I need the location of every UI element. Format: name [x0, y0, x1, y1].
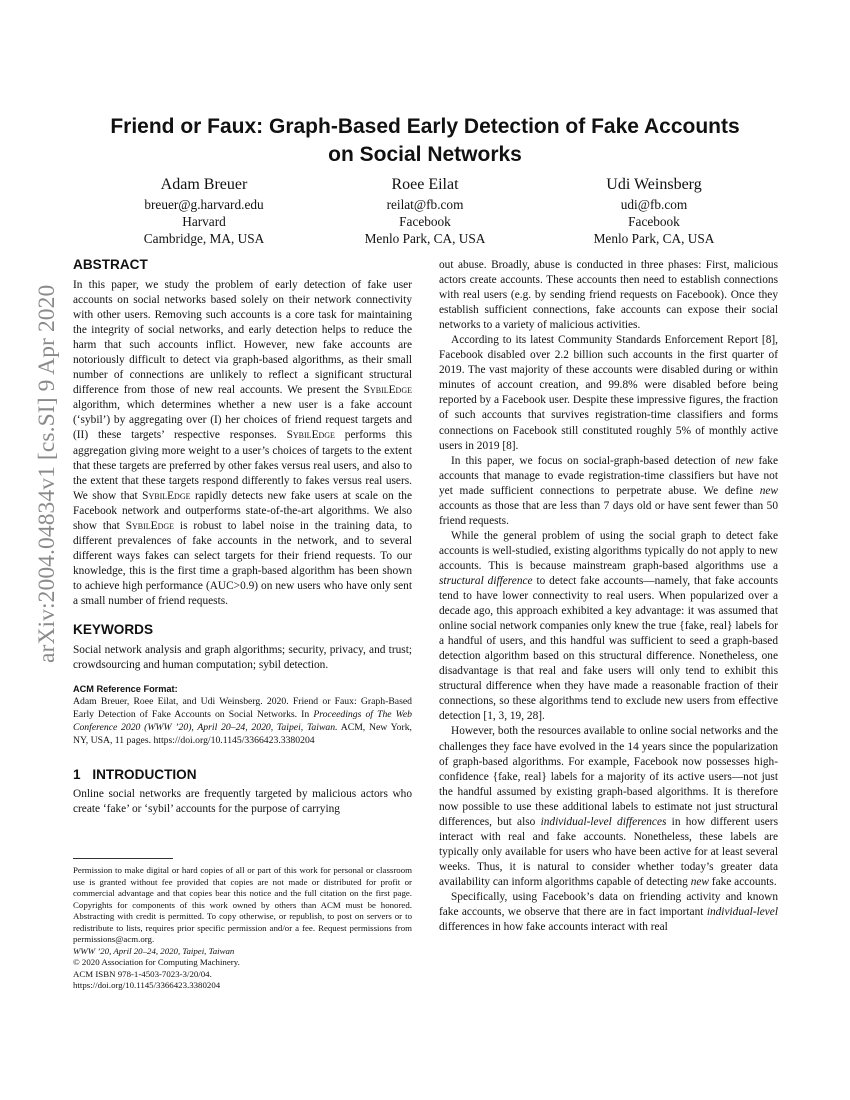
abstract-text: In this paper, we study the problem of early detection of fake user accounts on social networks based solely on their network connectivity with other users. Removing such accounts is a core task for maintaining the integrity of social networks, and early detection helps to reduce the harm that such accounts inflict. However, new fake accounts are notoriously difficult to detect via graph-based algorithms, as their small number of connections are unlikely to reflect a significant structural difference from those of new real accounts. We present the SybilEdge algorithm, which determines whether a new user is a fake account (‘sybil’) by aggregating over (I) her choices of friend request targets and (II) these targets’ respective responses. SybilEdge performs this aggregation giving more weight to a user’s choices of targets to the extent that these targets are preferred by other fakes versus real users, and also to the extent that these targets respond differently to fakes versus real users. We show that SybilEdge rapidly detects new fake users at scale on the Facebook network and outperforms state-of-the-art algorithms. We also show that SybilEdge is robust to label noise in the training data, to different prevalences of fake accounts in the network, and to several different ways fakes can select targets for their friend requests. To our knowledge, this is the first time a graph-based algorithm has been shown to achieve high performance (AUC>0.9) on new users who have only sent a small number of friend requests.: [73, 279, 412, 607]
author-email: udi@fb.com: [620, 197, 688, 212]
copyright-footnote: [73, 858, 412, 992]
algorithm-name: SybilEdge: [363, 384, 412, 397]
author-location: Menlo Park, CA, USA: [593, 231, 715, 246]
isbn-line: ACM ISBN 978-1-4503-7023-3/20/04.: [73, 968, 212, 979]
arxiv-stamp: arXiv:2004.04834v1 [cs.SI] 9 Apr 2020: [34, 284, 60, 663]
title-line-1: Friend or Faux: Graph-Based Early Detection of Fake Accounts: [110, 115, 740, 138]
author-name: Roee Eilat: [391, 176, 459, 193]
author-affiliation: Facebook: [628, 214, 680, 229]
acm-reference-text: Adam Breuer, Roee Eilat, and Udi Weinsberg. 2020. Friend or Faux: Graph-Based Early Detection of Fake Accounts on Social Networks. In Proceedings of The Web Conference 2020 (WWW ’20), April 20–24, 2020, Taipei, Taiwan. ACM, New York, NY, USA, 11 pages. https://doi.org/10.1145/3366423.3380204: [73, 696, 413, 747]
keywords-heading: KEYWORDS: [73, 622, 154, 638]
copyright-line: © 2020 Association for Computing Machinery.: [73, 957, 240, 968]
keywords-text: Social network analysis and graph algorithms; security, privacy, and trust; crowdsourcing and human computation; sybil detection.: [73, 644, 412, 672]
acm-reference-heading: ACM Reference Format:: [73, 684, 178, 695]
right-column: [439, 258, 778, 935]
author-1: [94, 175, 314, 247]
permission-notice: Permission to make digital or hard copies of all or part of this work for personal or classroom use is granted without fee provided that copies are not made or distributed for profit or commercial advantage and that copies bear this notice and the full citation on the first page. Copyrights for components of this work owned by others than ACM must be honored. Abstracting with credit is permitted. To copy otherwise, or republish, to post on servers or to redistribute to lists, requires prior specific permission and/or a fee. Request permissions from permissions@acm.org.: [73, 865, 412, 945]
introduction-heading: 1 INTRODUCTION: [73, 766, 197, 782]
algorithm-name: SybilEdge: [125, 519, 175, 532]
introduction-text: Online social networks are frequently targeted by malicious actors who create ‘fake’ or ‘sybil’ accounts for the purpose of carrying: [73, 787, 412, 815]
intro-paragraph: Specifically, using Facebook’s data on friending activity and known fake accounts, we observe that there are in fact important individual-level differences in how fake accounts interact with real: [439, 890, 778, 934]
author-affiliation: Harvard: [182, 214, 226, 229]
conference-line: WWW ’20, April 20–24, 2020, Taipei, Taiwan: [73, 945, 235, 956]
title-line-2: on Social Networks: [328, 143, 522, 166]
author-email: reilat@fb.com: [386, 197, 464, 212]
doi-link[interactable]: https://doi.org/10.1145/3366423.3380204: [73, 980, 221, 991]
paper-title: [70, 113, 780, 169]
intro-paragraph: out abuse. Broadly, abuse is conducted in three phases: First, malicious actors create accounts. These accounts then need to establish connections with real users (e.g. by sending friend requests on Facebook). Once they establish sufficient connections, fake accounts can expose their social networks to a variety of malicious activities.: [439, 259, 778, 332]
author-location: Cambridge, MA, USA: [143, 231, 265, 246]
author-email: breuer@g.harvard.edu: [144, 197, 264, 212]
algorithm-name: SybilEdge: [142, 489, 191, 502]
author-2: [315, 175, 535, 247]
author-3: [544, 175, 764, 247]
algorithm-name: SybilEdge: [286, 429, 335, 442]
author-name: Adam Breuer: [160, 176, 248, 193]
footnote-rule: [73, 858, 173, 859]
author-location: Menlo Park, CA, USA: [364, 231, 486, 246]
author-affiliation: Facebook: [399, 214, 451, 229]
intro-paragraph: However, both the resources available to online social networks and the challenges they face have evolved in the 14 years since the popularization of graph-based algorithms. For example, Facebook now possesses high-confidence {fake, real} labels for a majority of its active users—not just the handful assumed by existing graph-based algorithms. It is therefore now possible to use these additional labels to estimate not just structural differences, but also individual-level differences in how different users interact with real and fake accounts. Nonetheless, these labels are typically only available for users who have been active for at least several weeks. Thus, it is natural to consider whether today’s greater data availability can inform algorithms capable of detecting new fake accounts.: [439, 725, 778, 888]
author-name: Udi Weinsberg: [606, 176, 702, 193]
intro-paragraph: In this paper, we focus on social-graph-based detection of new fake accounts that manage to evade registration-time classifiers but have not yet made sufficient connections to perpetrate abuse. We define new accounts as those that are less than 7 days old or have sent fewer than 50 friend requests.: [439, 454, 778, 527]
intro-paragraph: According to its latest Community Standards Enforcement Report [8], Facebook disabled over 2.2 billion such accounts in the first quarter of 2019. The vast majority of these accounts were disabled during or within minutes of account creation, and 99.8% were disabled before being reported by a Facebook user. Despite these impressive figures, the fraction of such accounts that survives registration-time classifiers and forms connections on Facebook still constituted roughly 5% of monthly active users in 2019 [8].: [439, 334, 778, 452]
left-column: [73, 256, 412, 817]
intro-paragraph: While the general problem of using the social graph to detect fake accounts is well-studied, existing algorithms typically do not apply to new accounts. This is because mainstream graph-based algorithms use a structural difference to detect fake accounts—namely, that fake accounts tend to have lower connectivity to real users. When popularized over a decade ago, this approach exhibited a key advantage: it was assumed that online social network companies only knew the true {fake, real} labels for a handful of users, and this handful was sufficient to seed a graph-based detection algorithm based on this structural difference. Nonetheless, one disadvantage is that real and fake users will only tend to exhibit this structural difference when they have made a reasonable fraction of their connections, so these algorithms tend to exclude new users from effective detection [1, 3, 19, 28].: [439, 529, 778, 723]
abstract-heading: ABSTRACT: [73, 257, 148, 272]
